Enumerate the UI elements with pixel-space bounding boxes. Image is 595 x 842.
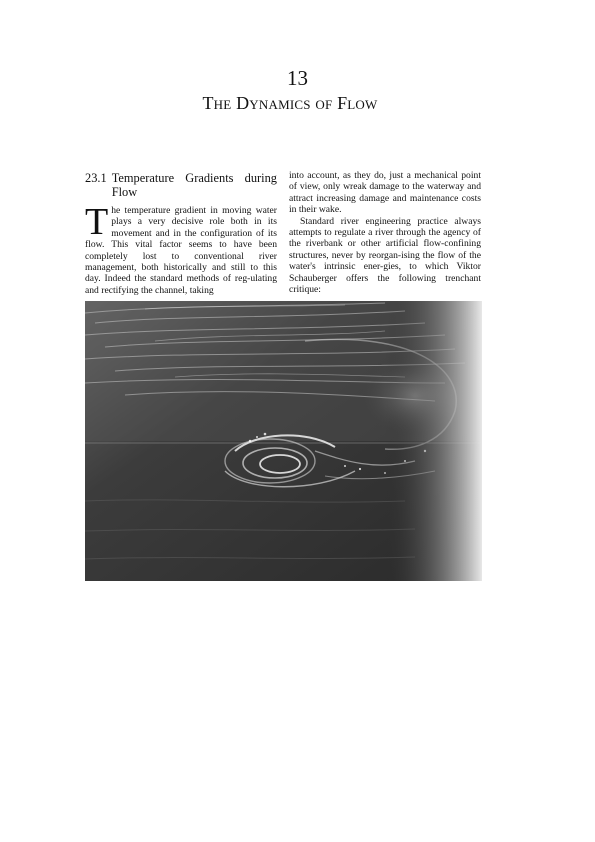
chapter-title: The Dynamics of Flow <box>202 93 378 113</box>
vortex-photograph <box>85 301 482 581</box>
paragraph-1-left-text: he temperature gradient in moving water plays a very decisive role both in its movement and in the configuration of its flow. This vital factor seems to have been completely lost to conventional river management, both historically and still to this day. Indeed the standard methods of reg-ulating and rectifying the channel, taking <box>85 205 277 296</box>
text-column-left <box>85 170 277 296</box>
vortex-photograph-image <box>85 301 482 581</box>
drop-cap: T <box>85 201 109 243</box>
paragraph-1-continued: into account, as they do, just a mechanical point of view, only wreak damage to the waterway and attract increasing damage and maintenance costs in their wake. <box>289 170 481 216</box>
paragraph-2: Standard river engineering practice always attempts to regulate a river through the agency of the riverbank or other artificial flow-confining structures, never by reorgan-ising the flow of the water's intrinsic ener-gies, to which Viktor Schauberger offers the following trenchant critique: <box>289 215 481 296</box>
section-number: 23.1 <box>85 171 107 185</box>
chapter-number: 13 <box>287 66 308 90</box>
section-heading <box>85 172 277 199</box>
paragraph-1-start <box>85 201 277 296</box>
section-title: Temperature Gradients during Flow <box>111 171 277 199</box>
text-column-right <box>289 170 481 295</box>
